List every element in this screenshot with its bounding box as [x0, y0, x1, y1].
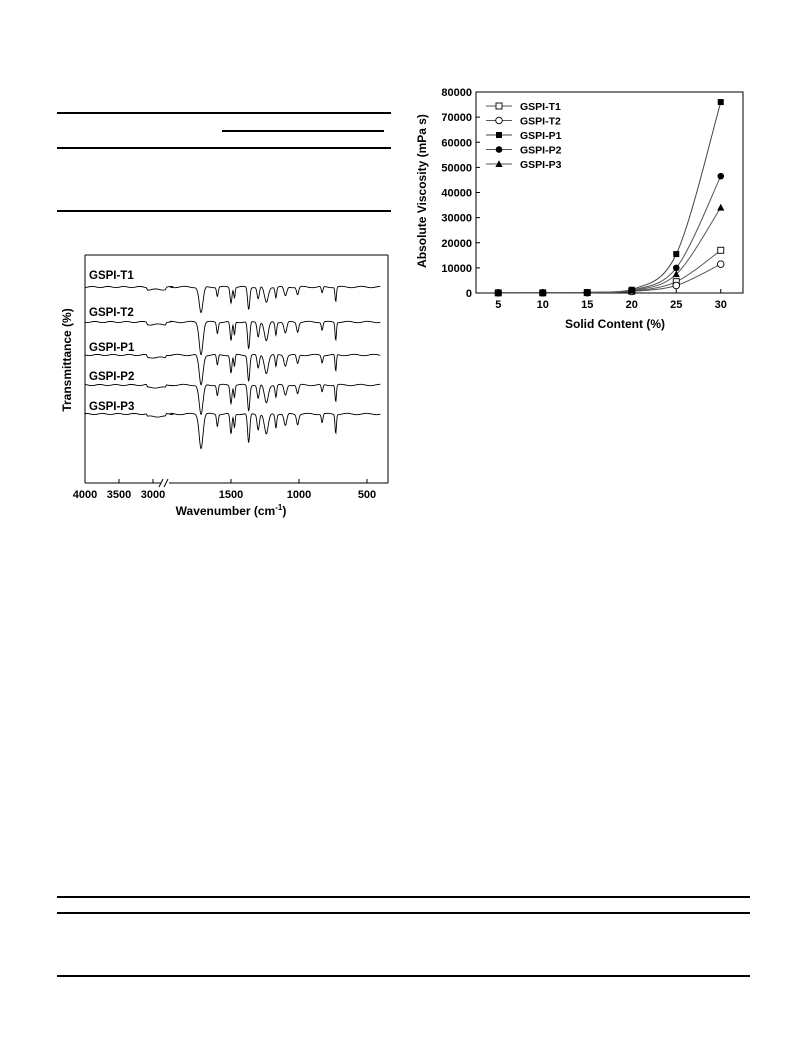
ftir-axis-break-mark — [164, 479, 168, 487]
ftir-spectrum-line — [170, 384, 380, 414]
viscosity-legend-label: GSPI-T2 — [520, 115, 561, 128]
viscosity-legend-label: GSPI-T1 — [520, 101, 561, 113]
viscosity-plot-frame — [476, 92, 743, 293]
viscosity-data-point — [673, 282, 680, 289]
viscosity-y-axis-title: Absolute Viscosity (mPa s) — [415, 114, 429, 268]
ftir-x-tick-label: 3000 — [140, 489, 166, 501]
ftir-spectrum-line — [85, 384, 173, 388]
viscosity-legend-label: GSPI-P1 — [520, 130, 562, 142]
viscosity-x-tick-label: 5 — [495, 299, 502, 311]
viscosity-data-point — [673, 251, 679, 257]
viscosity-series-markers — [495, 99, 725, 296]
ftir-spectrum-line — [85, 286, 173, 290]
viscosity-y-tick-label: 80000 — [441, 87, 472, 99]
ftir-spectrum-line — [170, 354, 380, 385]
viscosity-y-ticks — [441, 87, 480, 300]
viscosity-data-point — [718, 99, 724, 105]
table-top-rule — [57, 112, 391, 114]
viscosity-legend-marker — [496, 103, 502, 109]
viscosity-series-line — [498, 250, 721, 293]
viscosity-y-tick-label: 0 — [465, 288, 472, 300]
ftir-x-tick-label: 3500 — [106, 489, 132, 501]
ftir-spectrum-line — [85, 354, 173, 358]
viscosity-data-point — [718, 247, 724, 253]
ftir-spectrum-line — [85, 413, 173, 417]
viscosity-data-point — [717, 173, 724, 180]
ftir-x-tick-label: 1500 — [218, 489, 244, 501]
table2-top-rule — [57, 896, 750, 898]
viscosity-y-tick-label: 50000 — [441, 162, 472, 175]
viscosity-legend-marker — [496, 117, 503, 124]
viscosity-y-tick-label: 30000 — [441, 212, 472, 225]
viscosity-y-tick-label: 70000 — [441, 112, 472, 125]
viscosity-x-tick-label: 25 — [670, 299, 683, 311]
viscosity-y-tick-label: 20000 — [441, 237, 472, 250]
ftir-series-label: GSPI-P3 — [89, 401, 135, 413]
viscosity-y-tick-label: 40000 — [441, 187, 472, 200]
viscosity-x-tick-label: 10 — [536, 299, 549, 311]
viscosity-legend-marker — [496, 132, 502, 138]
viscosity-plot-border — [476, 92, 743, 293]
ftir-x-tick-label: 4000 — [72, 489, 98, 501]
ftir-spectrum-line — [170, 321, 380, 354]
ftir-x-ticks — [73, 489, 376, 501]
table2-mid-rule — [57, 912, 750, 914]
viscosity-series-line — [498, 264, 721, 293]
ftir-x-axis-title: Wavenumber $(cm^{-1})$ — [175, 503, 287, 518]
viscosity-legend-marker — [496, 146, 503, 153]
ftir-series-label: GSPI-T1 — [89, 270, 134, 282]
ftir-x-tick-label: 1000 — [286, 489, 312, 501]
ftir-series-label: GSPI-P2 — [89, 371, 135, 383]
ftir-series-label: GSPI-T2 — [89, 307, 134, 319]
ftir-series-label: GSPI-P1 — [89, 342, 135, 354]
ftir-series-labels — [89, 270, 135, 413]
ftir-spectrum-line — [170, 413, 380, 448]
viscosity-x-tick-label: 15 — [581, 299, 594, 311]
viscosity-y-tick-label: 60000 — [441, 137, 472, 150]
ftir-chart — [55, 250, 395, 540]
viscosity-legend-label: GSPI-P3 — [520, 159, 562, 171]
table-header-rule — [222, 130, 384, 132]
table-mid-rule — [57, 147, 391, 149]
viscosity-data-point — [673, 265, 680, 272]
ftir-y-axis-title: Transmittance (%) — [60, 308, 74, 412]
viscosity-x-tick-label: 20 — [625, 299, 638, 311]
table-bottom-rule — [57, 210, 391, 212]
ftir-x-tick-label: 500 — [357, 489, 377, 501]
table2-bottom-rule — [57, 975, 750, 977]
viscosity-x-tick-label: 30 — [714, 299, 727, 311]
viscosity-data-point — [717, 261, 724, 268]
viscosity-y-tick-label: 10000 — [441, 262, 472, 275]
viscosity-legend — [486, 101, 562, 171]
viscosity-x-axis-title: Solid Content (%) — [565, 317, 665, 331]
viscosity-legend-label: GSPI-P2 — [520, 144, 562, 157]
viscosity-chart — [410, 85, 770, 335]
viscosity-data-point — [717, 204, 724, 211]
ftir-spectrum-line — [85, 321, 173, 325]
ftir-spectrum-line — [170, 286, 380, 312]
